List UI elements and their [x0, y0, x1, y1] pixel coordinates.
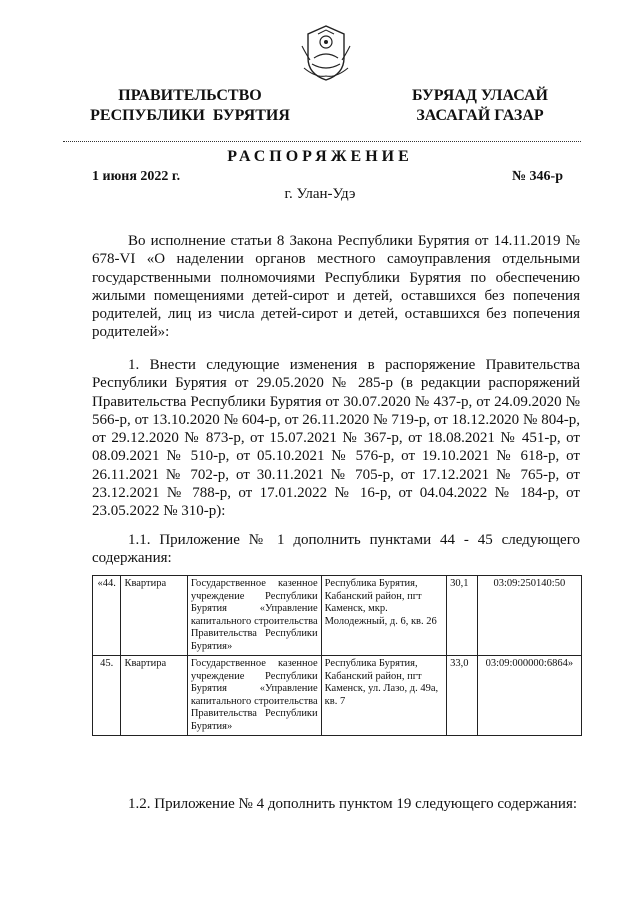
header-right-line2: ЗАСАГАЙ ГАЗАР — [416, 107, 544, 124]
header-right — [405, 86, 555, 126]
header-left — [80, 86, 300, 126]
cell-area: 33,0 — [447, 656, 478, 736]
cell-address: Республика Бурятия, Кабанский район, пгт Каменск, мкр. Молодежный, д. 6, кв. 26 — [321, 576, 446, 656]
paragraph-item-1-1-text: 1.1. Приложение № 1 дополнить пунктами 44 - 45 следующего содержания: — [92, 532, 580, 567]
cell-no: «44. — [93, 576, 121, 656]
cell-org: Государственное казенное учреждение Республики Бурятия «Управление капитального строительства Правительства Республики Бурятия» — [187, 576, 321, 656]
cell-no: 45. — [93, 656, 121, 736]
table-row — [93, 576, 582, 656]
header-left-line1: ПРАВИТЕЛЬСТВО — [118, 87, 262, 104]
paragraph-item-1-1 — [92, 531, 580, 568]
cell-type: Квартира — [121, 576, 187, 656]
doc-date: 1 июня 2022 г. — [92, 169, 181, 184]
paragraph-preamble-text: Во исполнение статьи 8 Закона Республики Бурятия от 14.11.2019 № 678-VI «О наделении органов местного самоуправления отдельными государственными полномочиями Республики Бурятия по обеспечению жилыми помещениями детей-сирот и детей, оставшихся без попечения родителей, лиц из числа детей-сирот и детей, оставшихся без попечения родителей»: — [92, 233, 580, 341]
cell-address: Республика Бурятия, Кабанский район, пгт Каменск, ул. Лазо, д. 49а, кв. 7 — [321, 656, 446, 736]
doc-title: РАСПОРЯЖЕНИЕ — [227, 148, 413, 165]
paragraph-item-1 — [92, 356, 580, 521]
cell-type: Квартира — [121, 656, 187, 736]
doc-number: № 346-р — [511, 169, 563, 184]
table-row — [93, 656, 582, 736]
cell-org: Государственное казенное учреждение Республики Бурятия «Управление капитального строительства Правительства Республики Бурятия» — [187, 656, 321, 736]
header-right-line1: БУРЯАД УЛАСАЙ — [412, 87, 548, 104]
coat-of-arms-emblem-icon — [300, 24, 352, 82]
cell-cadastral: 03:09:000000:6864» — [477, 656, 581, 736]
paragraph-item-1-2-text: 1.2. Приложение № 4 дополнить пунктом 19 следующего содержания: — [128, 796, 578, 812]
paragraph-preamble — [92, 232, 580, 342]
insert-table — [92, 575, 582, 736]
doc-city: г. Улан-Удэ — [284, 186, 356, 202]
header-divider — [63, 141, 581, 142]
cell-cadastral: 03:09:250140:50 — [477, 576, 581, 656]
paragraph-item-1-2 — [92, 795, 580, 813]
paragraph-item-1-text: 1. Внести следующие изменения в распоряжение Правительства Республики Бурятия от 29.05.2020 № 285-р (в редакции распоряжений Правительства Республики Бурятия от 30.07.2020 № 437-р, от 24.09.2020 № 566-р, от 13.10.2020 № 604-р, от 26.11.2020 № 719-р, от 18.12.2020 № 804-р, от 29.12.2020 № 873-р, от 15.07.2021 № 367-р, от 18.08.2021 № 451-р, от 08.09.2021 № 510-р, от 05.10.2021 № 576-р, от 19.10.2021 № 618-р, от 26.11.2021 № 702-р, от 30.11.2021 № 705-р, от 17.12.2021 № 765-р, от 23.12.2021 № 788-р, от 17.01.2022 № 16-р, от 04.04.2022 № 184-р, от 23.05.2022 № 310-р): — [92, 357, 580, 520]
header-left-line2: РЕСПУБЛИКИ БУРЯТИЯ — [90, 107, 290, 124]
cell-area: 30,1 — [447, 576, 478, 656]
